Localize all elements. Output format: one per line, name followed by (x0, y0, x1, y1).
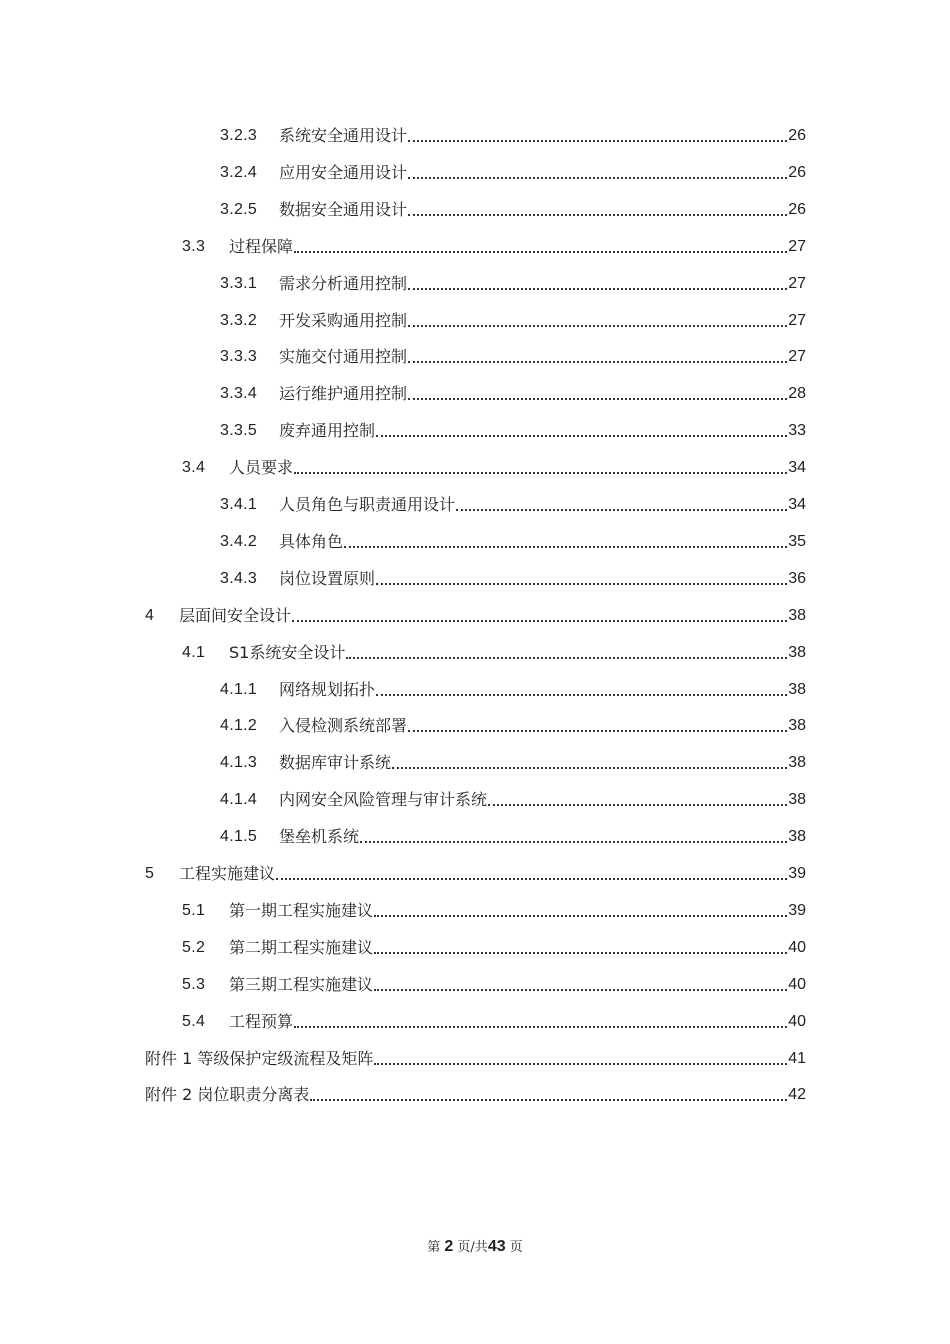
current-page-number: 2 (444, 1238, 454, 1255)
toc-entry-number: 4.1.1 (220, 680, 258, 698)
toc-entry-number: 3.3.2 (220, 311, 258, 329)
toc-entry-number: 3.3.1 (220, 274, 258, 292)
toc-entry[interactable] (182, 967, 806, 1003)
toc-entry-title: 岗位设置原则 (279, 568, 376, 588)
toc-entry-page: 38 (788, 791, 806, 809)
toc-entry-page: 38 (788, 754, 806, 772)
toc-entry-title: 运行维护通用控制 (279, 384, 408, 404)
toc-entry-number: 3.3 (182, 237, 206, 255)
dot-leader (408, 360, 787, 363)
dot-leader (294, 250, 787, 253)
toc-entry-number: 5.2 (182, 938, 206, 956)
toc-entry[interactable] (145, 1077, 806, 1113)
toc-entry-title: 第一期工程实施建议 (229, 900, 374, 920)
toc-entry-page: 38 (788, 680, 806, 698)
toc-entry-title: 具体角色 (279, 531, 344, 551)
toc-entry-number: 3.3.4 (220, 385, 258, 403)
toc-entry-number: 3.3.3 (220, 348, 258, 366)
toc-entry-page: 41 (788, 1049, 806, 1067)
toc-entry-page: 38 (788, 606, 806, 624)
toc-entry-number: 4.1 (182, 643, 206, 661)
toc-entry-page: 26 (788, 200, 806, 218)
toc-entry-title: 入侵检测系统部署 (279, 716, 408, 736)
toc-entry[interactable] (220, 339, 806, 375)
toc-entry[interactable] (145, 598, 806, 634)
toc-entry[interactable] (220, 745, 806, 781)
toc-entry-title: 附件 2 岗位职责分离表 (145, 1085, 310, 1105)
toc-entry-number: 3.4.3 (220, 569, 258, 587)
total-page-count: 43 (487, 1238, 506, 1255)
toc-entry[interactable] (220, 782, 806, 818)
dot-leader (408, 287, 787, 290)
dot-leader (346, 656, 787, 659)
toc-entry-title: 堡垒机系统 (279, 827, 360, 847)
toc-entry-number: 3.2.5 (220, 200, 258, 218)
toc-entry[interactable] (182, 229, 806, 265)
toc-entry-number: 3.3.5 (220, 422, 258, 440)
toc-entry[interactable] (220, 303, 806, 339)
toc-entry-title: 工程预算 (229, 1011, 294, 1031)
toc-entry-page: 34 (788, 496, 806, 513)
toc-entry[interactable] (220, 192, 806, 228)
toc-entry-number: 3.4.1 (220, 496, 258, 513)
toc-entry-page: 27 (788, 348, 806, 366)
toc-entry-title: 第三期工程实施建议 (229, 974, 374, 994)
dot-leader (292, 619, 787, 622)
toc-entry-title: 系统安全通用设计 (279, 126, 408, 145)
toc-entry-number: 4.1.2 (220, 717, 258, 735)
toc-entry-page: 36 (788, 569, 806, 587)
toc-entry[interactable] (145, 856, 806, 892)
dot-leader (408, 397, 787, 400)
toc-entry-page: 40 (788, 1012, 806, 1030)
toc-entry-title: 废弃通用控制 (279, 421, 376, 441)
dot-leader (276, 877, 787, 880)
toc-entry-title: 过程保障 (229, 236, 294, 256)
toc-entry-number: 5 (145, 865, 155, 882)
dot-leader (294, 1025, 787, 1028)
toc-entry-number: 4 (145, 606, 155, 624)
dot-leader (374, 1062, 787, 1065)
dot-leader (408, 176, 787, 179)
toc-entry-number: 5.1 (182, 901, 206, 919)
toc-entry-page: 40 (788, 975, 806, 993)
dot-leader (488, 803, 787, 806)
toc-entry-number: 4.1.4 (220, 791, 258, 809)
toc-entry-title: 第二期工程实施建议 (229, 937, 374, 957)
toc-entry-title: 附件 1 等级保护定级流程及矩阵 (145, 1048, 374, 1068)
dot-leader (344, 545, 787, 548)
toc-entry-title: 内网安全风险管理与审计系统 (279, 790, 488, 810)
toc-entry-page: 27 (788, 237, 806, 255)
dot-leader (374, 951, 787, 954)
toc-entry-page: 42 (788, 1086, 806, 1104)
toc-entry[interactable] (220, 672, 806, 708)
footer-suffix: 页 (509, 1240, 523, 1255)
toc-entry-page: 39 (788, 901, 806, 919)
toc-entry-page: 27 (788, 311, 806, 329)
dot-leader (360, 840, 787, 843)
toc-entry-title: S1系统安全设计 (229, 642, 346, 662)
dot-leader (376, 434, 787, 437)
dot-leader (456, 508, 787, 511)
toc-entry-title: 开发采购通用控制 (279, 310, 408, 330)
toc-entry-number: 3.4.2 (220, 532, 258, 550)
dot-leader (392, 766, 787, 769)
toc-entry-title: 人员角色与职责通用设计 (279, 495, 456, 514)
toc-entry-title: 应用安全通用设计 (279, 162, 408, 182)
dot-leader (376, 582, 787, 585)
toc-entry-page: 38 (788, 717, 806, 735)
toc-entry[interactable] (220, 819, 806, 855)
page-footer (0, 1236, 950, 1256)
toc-entry-title: 需求分析通用控制 (279, 273, 408, 293)
dot-leader (408, 213, 787, 216)
dot-leader (408, 139, 787, 142)
toc-entry[interactable] (220, 524, 806, 560)
toc-entry-page: 38 (788, 643, 806, 661)
toc-entry[interactable] (182, 635, 806, 671)
toc-entry-page: 26 (788, 127, 806, 144)
toc-entry-number: 4.1.3 (220, 754, 258, 772)
dot-leader (294, 471, 787, 474)
toc-entry-number: 5.4 (182, 1012, 206, 1030)
dot-leader (374, 914, 787, 917)
footer-prefix: 第 (427, 1240, 441, 1255)
toc-entry-page: 27 (788, 274, 806, 292)
toc-entry[interactable] (182, 893, 806, 929)
dot-leader (310, 1098, 787, 1101)
toc-entry-number: 3.4 (182, 459, 206, 477)
toc-entry-page: 28 (788, 385, 806, 403)
toc-entry-page: 26 (788, 163, 806, 181)
toc-entry-page: 40 (788, 938, 806, 956)
toc-entry-number: 4.1.5 (220, 828, 258, 846)
toc-entry-title: 数据安全通用设计 (279, 199, 408, 219)
toc-entry[interactable] (220, 376, 806, 412)
toc-entry-title: 实施交付通用控制 (279, 347, 408, 367)
toc-entry[interactable] (220, 561, 806, 597)
toc-entry[interactable] (182, 450, 806, 486)
dot-leader (408, 729, 787, 732)
toc-entry[interactable] (220, 487, 806, 523)
dot-leader (408, 324, 787, 327)
toc-entry[interactable] (220, 708, 806, 744)
toc-entry-number: 5.3 (182, 975, 206, 993)
toc-entry-number: 3.2.4 (220, 163, 258, 181)
toc-entry[interactable] (220, 266, 806, 302)
toc-entry[interactable] (220, 118, 806, 154)
toc-entry[interactable] (145, 1041, 806, 1077)
toc-entry-page: 34 (788, 459, 806, 477)
toc-entry[interactable] (182, 1004, 806, 1040)
toc-entry-number: 3.2.3 (220, 127, 258, 144)
toc-entry-title: 数据库审计系统 (279, 753, 392, 773)
toc-entry-title: 工程实施建议 (179, 864, 276, 883)
toc-entry[interactable] (220, 413, 806, 449)
toc-entry[interactable] (182, 930, 806, 966)
toc-entry-page: 33 (788, 422, 806, 440)
dot-leader (374, 988, 787, 991)
toc-entry-title: 层面间安全设计 (179, 605, 292, 625)
dot-leader (376, 693, 787, 696)
toc-entry-page: 38 (788, 828, 806, 846)
footer-middle: 页/共 (457, 1240, 488, 1255)
toc-entry-page: 35 (788, 532, 806, 550)
toc-entry[interactable] (220, 155, 806, 191)
toc-entry-title: 网络规划拓扑 (279, 679, 376, 699)
toc-entry-title: 人员要求 (229, 458, 294, 478)
toc-entry-page: 39 (788, 865, 806, 882)
